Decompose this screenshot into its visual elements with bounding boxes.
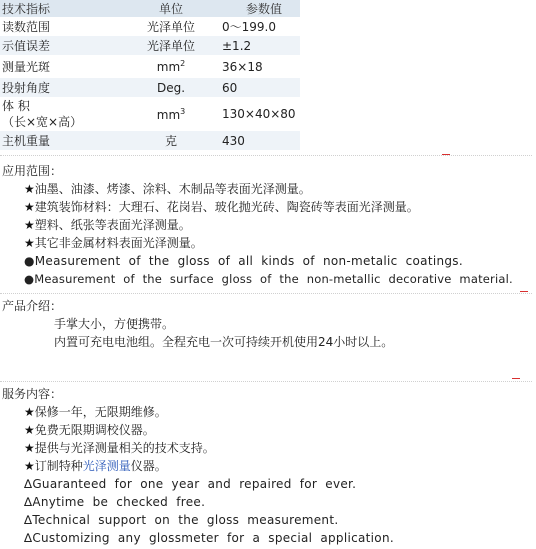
glossmeter-link[interactable]: 光泽测量 (82, 459, 131, 473)
list-item-text: 仪器。 (130, 459, 167, 473)
unit-superscript: 3 (180, 106, 186, 116)
spec-row (0, 17, 300, 36)
triangle-bullet-icon: ∆ (24, 477, 33, 491)
list-item-text: Customizing any glossmeter for a special application. (32, 531, 394, 545)
triangle-bullet-icon: ∆ (24, 495, 33, 509)
list-item (2, 511, 532, 529)
spec-unit: 克 (124, 131, 218, 150)
dot-bullet-icon: ● (24, 254, 35, 268)
applications-section (2, 162, 532, 288)
red-mark (520, 291, 528, 292)
list-item-text: Guaranteed for one year and repaired for ever. (32, 477, 357, 491)
list-item-text: 保修一年，无限期维修。 (34, 405, 167, 419)
star-bullet-icon: ★ (24, 423, 35, 437)
list-item (2, 216, 532, 234)
list-item (2, 270, 532, 288)
header-unit: 单位 (124, 0, 218, 17)
spec-name: 测量光斑 (2, 60, 51, 74)
red-mark (512, 378, 520, 379)
star-bullet-icon: ★ (24, 405, 35, 419)
spec-row (0, 78, 300, 97)
spec-name (0, 97, 124, 131)
list-item-text: 建筑装饰材料：大理石、花岗岩、玻化抛光砖、陶瓷砖等表面光泽测量。 (34, 200, 419, 214)
spec-value: 0～199.0 (222, 20, 276, 34)
list-item-text: 油墨、油漆、烤漆、涂料、木制品等表面光泽测量。 (34, 182, 311, 196)
spec-value: ±1.2 (218, 36, 300, 55)
list-item (2, 439, 532, 457)
list-item (2, 198, 532, 216)
spec-name: 示值误差 (0, 36, 124, 55)
intro-section (2, 297, 532, 351)
star-bullet-icon: ★ (24, 459, 35, 473)
header-spec: 技术指标 (0, 0, 124, 17)
spec-row (0, 36, 300, 55)
intro-title: 产品介绍： (2, 299, 63, 313)
list-item (2, 457, 532, 475)
spec-value: 130×40×80 (222, 107, 296, 121)
list-item (2, 529, 532, 547)
list-item-text: Measurement of the gloss of all kinds of non-metalic coatings. (34, 254, 463, 268)
list-item-text: 提供与光泽测量相关的技术支持。 (34, 441, 215, 455)
spec-row (0, 97, 300, 131)
star-bullet-icon: ★ (24, 236, 35, 250)
list-item-text: Measurement of the surface gloss of the non-metallic decorative material. (34, 272, 513, 286)
spec-row (0, 55, 300, 78)
spec-value: 60 (218, 78, 300, 97)
list-item-text: 其它非金属材料表面光泽测量。 (34, 236, 203, 250)
list-item-text: 订制特种 (34, 459, 83, 473)
spec-name-line2: （长×宽×高） (2, 115, 83, 129)
divider (0, 293, 532, 294)
divider (0, 155, 532, 156)
spec-unit: 光泽单位 (146, 20, 195, 34)
list-item (2, 475, 532, 493)
red-mark (442, 154, 450, 155)
list-item (2, 234, 532, 252)
spec-header-row (0, 0, 300, 17)
list-item-text: 免费无限期调校仪器。 (34, 423, 155, 437)
spec-row (0, 131, 300, 150)
list-item (2, 421, 532, 439)
list-item (2, 403, 532, 421)
unit-text: mm (156, 60, 181, 74)
intro-line: 内置可充电电池组。全程充电一次可持续开机使用24小时以上。 (54, 335, 394, 349)
list-item-text: Technical support on the gloss measurement. (32, 513, 339, 527)
list-item (2, 180, 532, 198)
header-value: 参数值 (218, 0, 300, 17)
spec-unit: 光泽单位 (124, 36, 218, 55)
star-bullet-icon: ★ (24, 200, 35, 214)
spec-value: 430 (218, 131, 300, 150)
triangle-bullet-icon: ∆ (24, 531, 33, 545)
intro-line: 手掌大小，方便携带。 (54, 317, 175, 331)
spec-name: 读数范围 (2, 20, 51, 34)
list-item (2, 252, 532, 270)
service-title: 服务内容： (2, 387, 63, 401)
unit-text: mm (156, 107, 181, 122)
applications-title: 应用范围： (2, 164, 63, 178)
spec-unit: Deg. (124, 78, 218, 97)
list-item-text: Anytime be checked free. (32, 495, 206, 509)
star-bullet-icon: ★ (24, 218, 35, 232)
spec-name: 投射角度 (0, 78, 124, 97)
spec-value: 36×18 (222, 59, 263, 74)
service-section (2, 385, 532, 547)
spec-unit (124, 97, 218, 131)
triangle-bullet-icon: ∆ (24, 513, 33, 527)
dot-bullet-icon: ● (24, 272, 35, 286)
divider (0, 381, 532, 382)
spec-name-line1: 体 积 (2, 99, 30, 113)
star-bullet-icon: ★ (24, 441, 35, 455)
list-item (2, 493, 532, 511)
list-item-text: 塑料、纸张等表面光泽测量。 (34, 218, 191, 232)
spec-table (0, 0, 300, 150)
unit-superscript: 2 (180, 59, 186, 68)
star-bullet-icon: ★ (24, 182, 35, 196)
spec-unit (124, 55, 218, 78)
spec-name: 主机重量 (0, 131, 124, 150)
